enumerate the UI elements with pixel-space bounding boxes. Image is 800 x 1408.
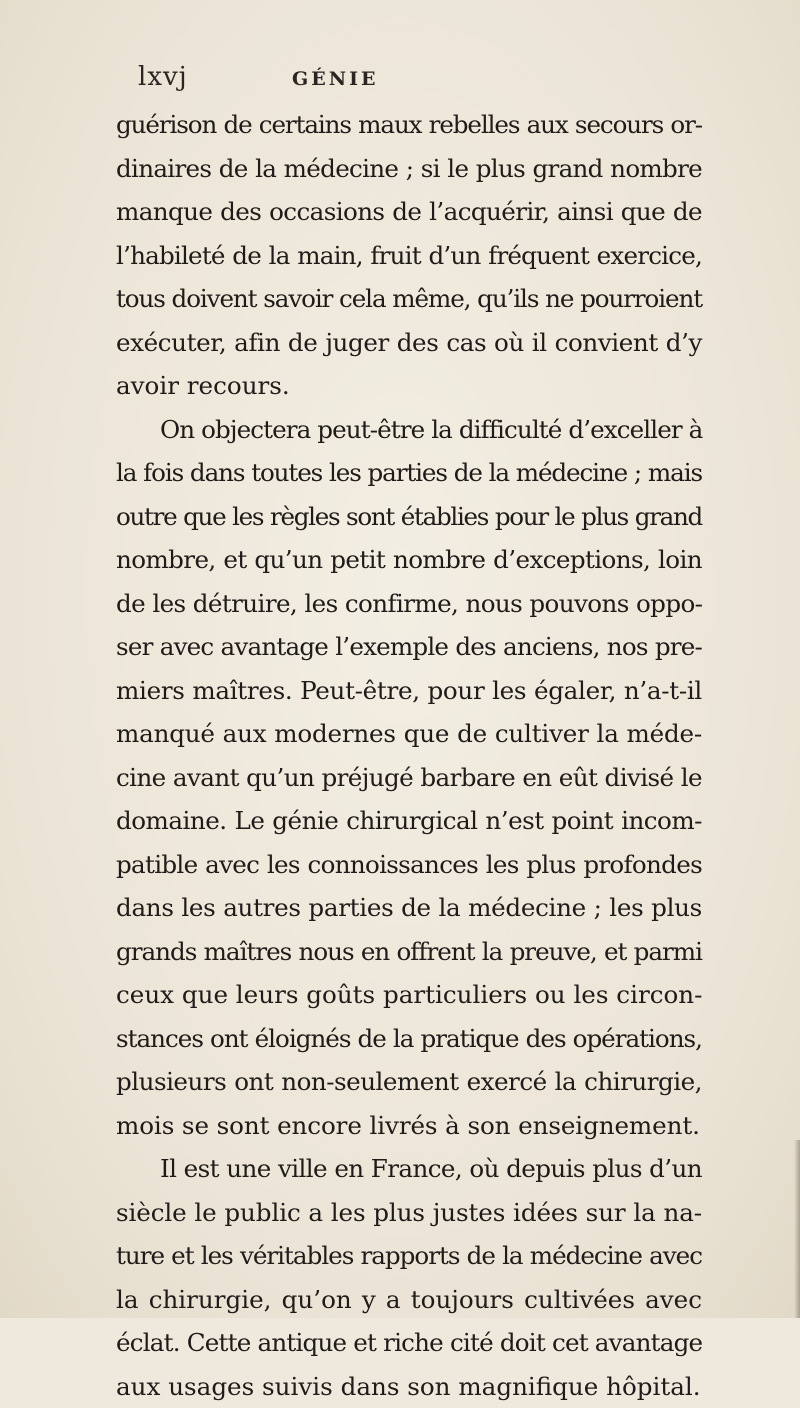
text-line: cine avant qu’un préjugé barbare en eût divisé le [116,756,702,800]
text-line: ser avec avantage l’exemple des anciens, nos pre- [116,625,702,669]
text-line: patible avec les connoissances les plus profondes [116,843,702,887]
text-line: manque des occasions de l’acquérir, ainsi que de [116,190,702,234]
text-line: la fois dans toutes les parties de la médecine ; mais [116,451,702,495]
text-line: la chirurgie, qu’on y a toujours cultivées avec [116,1278,702,1322]
text-line: aux usages suivis dans son magnifique hôpital. [116,1365,702,1408]
text-line: éclat. Cette antique et riche cité doit cet avantage [116,1321,702,1365]
text-line: ceux que leurs goûts particuliers ou les circon- [116,973,702,1017]
text-line: outre que les règles sont établies pour le plus grand [116,495,702,539]
text-line: mois se sont encore livrés à son enseignement. [116,1104,702,1148]
text-line: nombre, et qu’un petit nombre d’exceptions, loin [116,538,702,582]
text-line: grands maîtres nous en offrent la preuve, et parmi [116,930,702,974]
text-line: Il est une ville en France, où depuis plus d’un [116,1147,702,1191]
text-line: manqué aux modernes que de cultiver la méde- [116,712,702,756]
text-line: dinaires de la médecine ; si le plus grand nombre [116,147,702,191]
body-text [116,103,702,1408]
text-line: avoir recours. [116,364,702,408]
text-line: tous doivent savoir cela même, qu’ils ne pourroient [116,277,702,321]
text-line: de les détruire, les confirme, nous pouvons oppo- [116,582,702,626]
text-line: l’habileté de la main, fruit d’un fréquent exercice, [116,234,702,278]
text-line: exécuter, afin de juger des cas où il convient d’y [116,321,702,365]
running-title: GÉNIE [292,68,378,90]
page-number: lxvj [138,62,188,92]
text-line: ture et les véritables rapports de la médecine avec [116,1234,702,1278]
text-line: plusieurs ont non-seulement exercé la chirurgie, [116,1060,702,1104]
page-edge-shadow [794,1140,800,1318]
text-line: domaine. Le génie chirurgical n’est point incom- [116,799,702,843]
text-line: stances ont éloignés de la pratique des opérations, [116,1017,702,1061]
text-line: guérison de certains maux rebelles aux secours or- [116,103,702,147]
text-line: siècle le public a les plus justes idées sur la na- [116,1191,702,1235]
text-line: miers maîtres. Peut-être, pour les égaler, n’a-t-il [116,669,702,713]
page-header [138,62,698,102]
text-line: dans les autres parties de la médecine ; les plus [116,886,702,930]
text-line: On objectera peut-être la difficulté d’exceller à [116,408,702,452]
